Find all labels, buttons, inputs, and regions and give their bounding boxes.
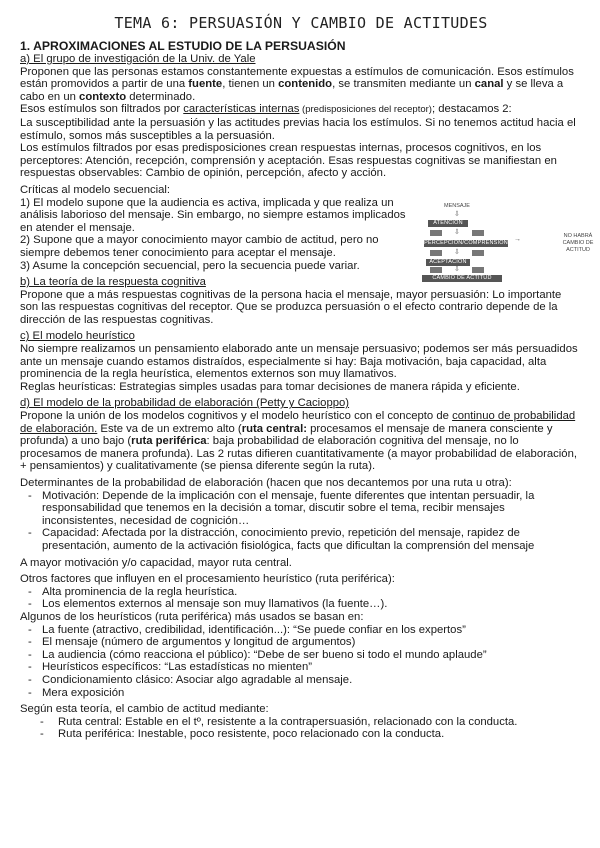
segun-title: Según esta teoría, el cambio de actitud mediante:	[20, 703, 269, 716]
paragraph-b: Propone que a más respuestas cognitivas de la persona hacia el mensaje, mayor persuasión: Lo importante son las respuestas cognitivas del receptor. Que se produzca persuasión o el efecto contrario depende de la dirección de las respuestas cognitivas.	[20, 288, 562, 326]
diagram-node	[472, 250, 484, 256]
list-item: - Motivación: Depende de la implicación con el mensaje, fuente diferentes que intentan persuadir, la responsabilidad que tenemos en la decisión a tomar, discutir sobre el tema, recibir mensajes inconsistentes, necesidad de cognición…	[20, 490, 582, 528]
list-item: - Capacidad: Afectada por la distracción, conocimiento previo, repetición del mensaje, rapidez de presentación, aumento de la activación fisiológica, facts que dificultan la comprensión del mensaje	[20, 527, 582, 552]
subsection-c-title: c) El modelo heurístico	[20, 330, 135, 343]
list-item: - Los elementos externos al mensaje son muy llamativos (la fuente…).	[20, 598, 582, 611]
diagram-side-label: NO HABRÁ CAMBIO DE ACTITUD	[562, 233, 594, 253]
subsection-b-title: b) La teoría de la respuesta cognitiva	[20, 276, 206, 289]
diagram-step-atencion: ATENCIÓN	[428, 220, 468, 227]
criticas-block	[20, 184, 420, 272]
paragraph-d1: Propone la unión de los modelos cognitivos y el modelo heurístico con el concepto de continuo de probabilidad de elaboración. Este va de un extremo alto (ruta central: procesamos el mensaje de manera consciente y profunda) a uno bajo (ruta periférica: baja probabilidad de elaboración cognitiva del mensaje, no lo procesamos de manera profunda). Las 2 rutas difieren cuantitativamente (a mayor probabilidad de elaboración, + pensamientos) y cualitativamente (se piensa diferente según la ruta).	[20, 410, 578, 473]
down-arrow-icon: ⇩	[454, 211, 460, 218]
mayor-note: A mayor motivación y/o capacidad, mayor ruta central.	[20, 556, 292, 569]
subsection-d-title: d) El modelo de la probabilidad de elaboración (Petty y Cacioppo)	[20, 397, 350, 410]
right-arrow-icon: →	[514, 236, 521, 243]
list-item: - Condicionamiento clásico: Asociar algo agradable al mensaje.	[20, 674, 582, 687]
paragraph-a3: La susceptibilidad ante la persuasión y las actitudes previas hacia los estímulos. Si no tenemos actitud hacia el estímulo, somos más susceptibles a la persuasión.	[20, 116, 576, 142]
critica-item: 2) Supone que a mayor conocimiento mayor cambio de actitud, pero no siempre debemos tener conocimiento para aceptar el mensaje.	[20, 234, 379, 259]
down-arrow-icon: ⇩	[454, 266, 460, 273]
list-item: - Ruta periférica: Inestable, poco resistente, poco relacionado con la conducta.	[20, 728, 582, 741]
sequential-model-diagram	[414, 203, 594, 281]
list-item: - Alta prominencia de la regla heurística.	[20, 586, 582, 599]
down-arrow-icon: ⇩	[454, 249, 460, 256]
section-heading: 1. APROXIMACIONES AL ESTUDIO DE LA PERSUASIÓN	[20, 39, 346, 53]
diagram-node	[430, 267, 442, 273]
diagram-step-aceptacion: ACEPTACIÓN	[426, 259, 470, 266]
list-item: - La fuente (atractivo, credibilidad, identificación...): “Se puede confiar en los expertos”	[20, 624, 582, 637]
diagram-node	[430, 250, 442, 256]
heuristicos-title: Algunos de los heurísticos (ruta periférica) más usados se basan en:	[20, 610, 364, 623]
down-arrow-icon: ⇩	[454, 229, 460, 236]
diagram-node	[430, 230, 442, 236]
subsection-a-title: a) El grupo de investigación de la Univ. de Yale	[20, 53, 256, 65]
diagram-step-percepcion: PERCEPCIÓN/COMPRENSIÓN	[424, 240, 508, 246]
paragraph-a1: Proponen que las personas estamos constantemente expuestas a estímulos de comunicación. Esos estímulos están promovidos a partir de una fuente, tienen un contenido, se transmiten mediante un canal y se lleva a cabo en un contexto determinado.	[20, 65, 574, 103]
page-title: TEMA 6: PERSUASIÓN Y CAMBIO DE ACTITUDES	[114, 14, 488, 32]
determinantes-title: Determinantes de la probabilidad de elaboración (hacen que nos decantemos por una ruta u otra):	[20, 477, 512, 489]
otros-title: Otros factores que influyen en el procesamiento heurístico (ruta periférica):	[20, 573, 395, 586]
paragraph-c2: Reglas heurísticas: Estrategias simples usadas para tomar decisiones de manera rápida y eficiente.	[20, 380, 520, 393]
list-item: - El mensaje (número de argumentos y longitud de argumentos)	[20, 636, 582, 649]
list-item: - La audiencia (cómo reacciona el público): “Debe de ser bueno si todo el mundo aplaude”	[20, 649, 582, 662]
critica-item: 1) El modelo supone que la audiencia es activa, implicada y que realiza un análisis laborioso del mensaje. Sin embargo, no siempre estamos implicados en atender el mensaje.	[20, 196, 406, 234]
diagram-step-cambio: CAMBIO DE ACTITUD	[422, 275, 502, 282]
paragraph-a4: Los estímulos filtrados por esas predisposiciones crean respuestas internas, procesos cognitivos, en los perceptores: Atención, recepción, comprensión y aceptación. Esas respuestas cognitivas se manifiestan en respuestas observables: Cambio de opinión, percepción, afecto y acción.	[20, 142, 557, 180]
diagram-mensaje-label: MENSAJE	[444, 203, 470, 209]
list-item: - Mera exposición	[20, 687, 582, 700]
diagram-node	[472, 230, 484, 236]
paragraph-c1: No siempre realizamos un pensamiento elaborado ante un mensaje persuasivo; podemos ser más persuadidos ante un mensaje cuando estamos distraídos, especialmente si hay: Baja motivación, baja capacidad, alta prominencia de la regla heurística, elementos externos son muy llamativos.	[20, 343, 578, 381]
list-item: - Heurísticos específicos: “Las estadísticas no mienten”	[20, 661, 582, 674]
list-item: - Ruta central: Estable en el tº, resistente a la contrapersuasión, relacionado con la conducta.	[20, 716, 582, 729]
paragraph-a2: Esos estímulos son filtrados por características internas (predisposiciones del receptor); destacamos 2:	[20, 103, 512, 116]
diagram-node	[472, 267, 484, 273]
criticas-title: Críticas al modelo secuencial:	[20, 183, 171, 196]
critica-item: 3) Asume la concepción secuencial, pero la secuencia puede variar.	[20, 259, 360, 272]
document-page	[20, 0, 582, 741]
